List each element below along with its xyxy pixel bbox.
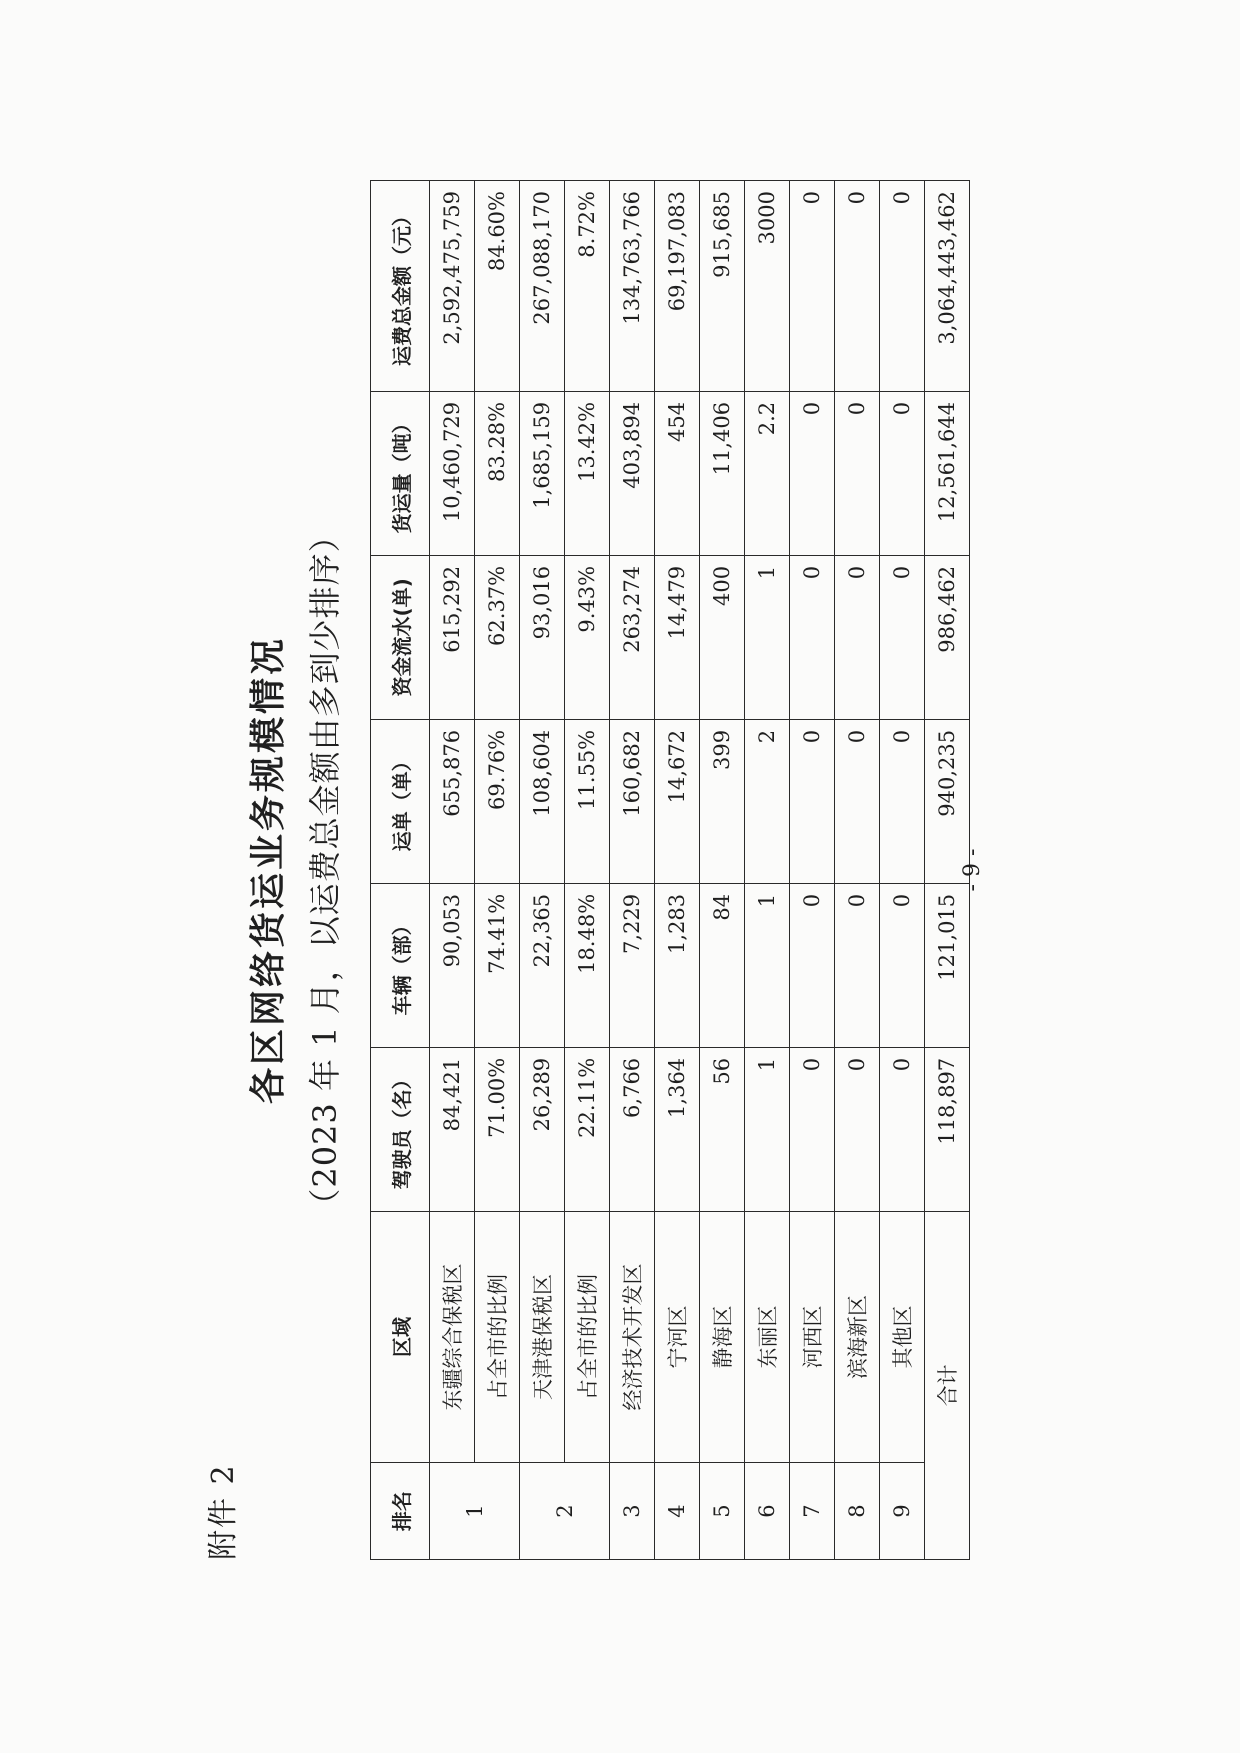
cell-cashflow: 14,479 <box>655 555 700 719</box>
document-subtitle: （2023 年 1 月，以运费总金额由多到少排序） <box>306 519 344 1221</box>
cell-amount: 8.72% <box>565 181 610 392</box>
cell-rank: 7 <box>790 1463 835 1560</box>
cell-vehicles: 84 <box>700 883 745 1047</box>
table-row <box>655 181 700 1560</box>
cell-cashflow: 1 <box>745 555 790 719</box>
document-title: 各区网络货运业务规模情况 <box>248 636 289 1105</box>
total-cashflow: 986,462 <box>925 555 970 719</box>
freight-table <box>370 180 970 1560</box>
total-drivers: 118,897 <box>925 1047 970 1211</box>
cell-region: 东丽区 <box>745 1211 790 1462</box>
cell-rank: 9 <box>880 1463 925 1560</box>
cell-amount: 69,197,083 <box>655 181 700 392</box>
cell-amount: 0 <box>880 181 925 392</box>
attachment-label: 附件 2 <box>206 1463 241 1560</box>
cell-cashflow: 0 <box>835 555 880 719</box>
cell-waybills: 0 <box>880 719 925 883</box>
table-row <box>880 181 925 1560</box>
page-number: - 9 - <box>960 848 985 892</box>
cell-vehicles: 1,283 <box>655 883 700 1047</box>
cell-waybills: 14,672 <box>655 719 700 883</box>
cell-cashflow: 615,292 <box>430 555 475 719</box>
cell-drivers: 26,289 <box>520 1047 565 1211</box>
table-row <box>700 181 745 1560</box>
cell-cashflow: 400 <box>700 555 745 719</box>
cell-region: 宁河区 <box>655 1211 700 1462</box>
cell-waybills: 160,682 <box>610 719 655 883</box>
cell-cashflow: 9.43% <box>565 555 610 719</box>
cell-drivers: 0 <box>835 1047 880 1211</box>
cell-waybills: 2 <box>745 719 790 883</box>
cell-drivers: 1 <box>745 1047 790 1211</box>
total-waybills: 940,235 <box>925 719 970 883</box>
header-volume: 货运量（吨） <box>371 391 430 555</box>
cell-amount: 0 <box>835 181 880 392</box>
cell-waybills: 655,876 <box>430 719 475 883</box>
cell-rank: 3 <box>610 1463 655 1560</box>
cell-volume: 0 <box>835 391 880 555</box>
header-drivers: 驾驶员（名） <box>371 1047 430 1211</box>
cell-drivers: 71.00% <box>475 1047 520 1211</box>
cell-amount: 134,763,766 <box>610 181 655 392</box>
cell-vehicles: 18.48% <box>565 883 610 1047</box>
header-waybills: 运单（单） <box>371 719 430 883</box>
header-amount: 运费总金额（元） <box>371 181 430 392</box>
cell-region: 东疆综合保税区 <box>430 1211 475 1462</box>
cell-drivers: 0 <box>790 1047 835 1211</box>
cell-vehicles: 7,229 <box>610 883 655 1047</box>
cell-rank: 8 <box>835 1463 880 1560</box>
table-row <box>790 181 835 1560</box>
header-vehicles: 车辆（部） <box>371 883 430 1047</box>
cell-cashflow: 0 <box>880 555 925 719</box>
cell-drivers: 6,766 <box>610 1047 655 1211</box>
header-cashflow: 资金流水(单) <box>371 555 430 719</box>
cell-waybills: 11.55% <box>565 719 610 883</box>
cell-drivers: 56 <box>700 1047 745 1211</box>
cell-region: 天津港保税区 <box>520 1211 565 1462</box>
cell-amount: 3000 <box>745 181 790 392</box>
cell-waybills: 69.76% <box>475 719 520 883</box>
cell-volume: 0 <box>790 391 835 555</box>
total-label: 合计 <box>925 1211 970 1559</box>
cell-region: 静海区 <box>700 1211 745 1462</box>
cell-volume: 10,460,729 <box>430 391 475 555</box>
cell-region: 占全市的比例 <box>475 1211 520 1462</box>
table-row <box>835 181 880 1560</box>
rotated-content <box>180 180 1080 1560</box>
cell-waybills: 399 <box>700 719 745 883</box>
total-amount: 3,064,443,462 <box>925 181 970 392</box>
cell-vehicles: 74.41% <box>475 883 520 1047</box>
table-row <box>745 181 790 1560</box>
cell-vehicles: 0 <box>790 883 835 1047</box>
cell-region: 其他区 <box>880 1211 925 1462</box>
cell-cashflow: 93,016 <box>520 555 565 719</box>
cell-vehicles: 0 <box>880 883 925 1047</box>
cell-vehicles: 90,053 <box>430 883 475 1047</box>
cell-volume: 13.42% <box>565 391 610 555</box>
cell-drivers: 0 <box>880 1047 925 1211</box>
cell-vehicles: 0 <box>835 883 880 1047</box>
table-row <box>565 181 610 1560</box>
cell-cashflow: 263,274 <box>610 555 655 719</box>
cell-vehicles: 1 <box>745 883 790 1047</box>
cell-cashflow: 0 <box>790 555 835 719</box>
cell-amount: 0 <box>790 181 835 392</box>
cell-volume: 0 <box>880 391 925 555</box>
cell-waybills: 0 <box>835 719 880 883</box>
cell-waybills: 0 <box>790 719 835 883</box>
total-volume: 12,561,644 <box>925 391 970 555</box>
cell-region: 河西区 <box>790 1211 835 1462</box>
cell-region: 滨海新区 <box>835 1211 880 1462</box>
header-region: 区域 <box>371 1211 430 1462</box>
table-row <box>430 181 475 1560</box>
cell-volume: 403,894 <box>610 391 655 555</box>
cell-rank: 6 <box>745 1463 790 1560</box>
cell-volume: 454 <box>655 391 700 555</box>
cell-volume: 83.28% <box>475 391 520 555</box>
cell-region: 占全市的比例 <box>565 1211 610 1462</box>
cell-rank: 2 <box>520 1463 610 1560</box>
cell-volume: 1,685,159 <box>520 391 565 555</box>
cell-amount: 915,685 <box>700 181 745 392</box>
cell-drivers: 1,364 <box>655 1047 700 1211</box>
table-row <box>475 181 520 1560</box>
cell-volume: 11,406 <box>700 391 745 555</box>
cell-volume: 2.2 <box>745 391 790 555</box>
cell-amount: 84.60% <box>475 181 520 392</box>
cell-amount: 267,088,170 <box>520 181 565 392</box>
cell-drivers: 22.11% <box>565 1047 610 1211</box>
table-row <box>520 181 565 1560</box>
header-rank: 排名 <box>371 1463 430 1560</box>
cell-drivers: 84,421 <box>430 1047 475 1211</box>
total-vehicles: 121,015 <box>925 883 970 1047</box>
cell-rank: 1 <box>430 1463 520 1560</box>
cell-amount: 2,592,475,759 <box>430 181 475 392</box>
cell-cashflow: 62.37% <box>475 555 520 719</box>
cell-rank: 5 <box>700 1463 745 1560</box>
cell-rank: 4 <box>655 1463 700 1560</box>
table-row <box>610 181 655 1560</box>
table-header-row <box>371 181 430 1560</box>
cell-vehicles: 22,365 <box>520 883 565 1047</box>
cell-waybills: 108,604 <box>520 719 565 883</box>
cell-region: 经济技术开发区 <box>610 1211 655 1462</box>
